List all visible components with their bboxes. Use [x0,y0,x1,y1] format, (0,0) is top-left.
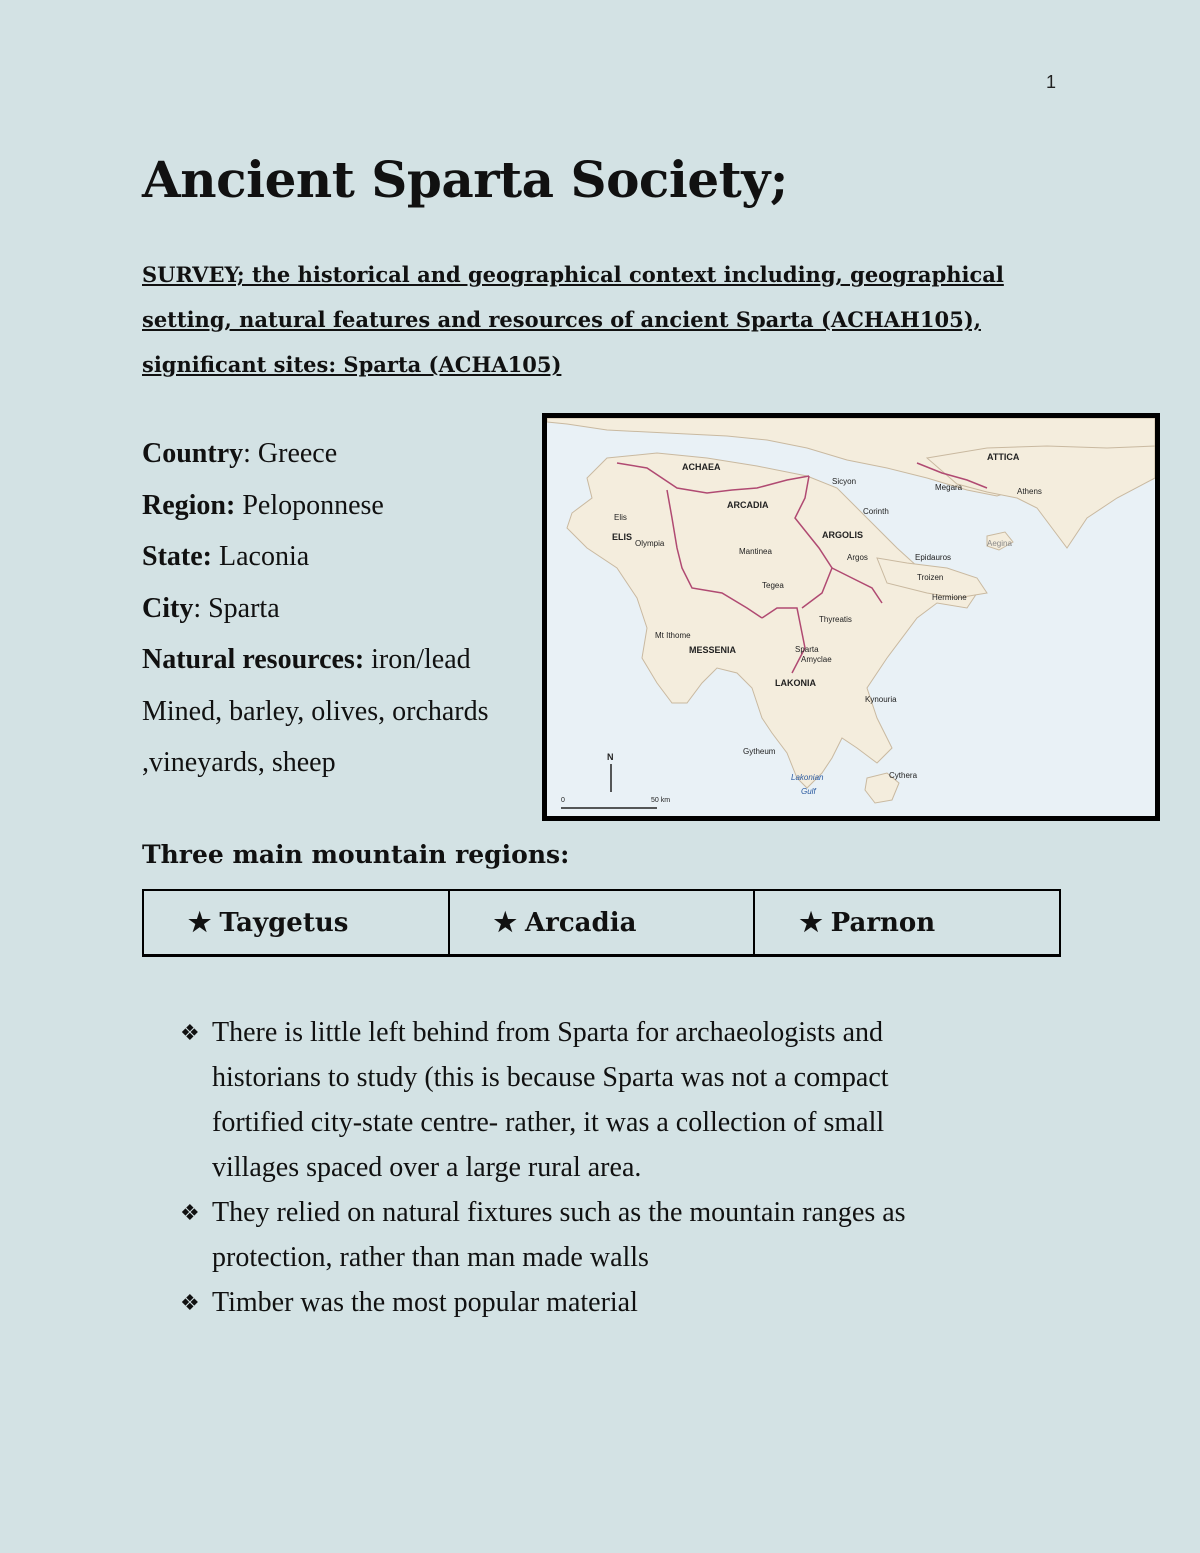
fact-state [142,531,542,583]
diamond-bullet-icon: ❖ [180,1290,200,1315]
place-label-sicyon: Sicyon [832,477,857,486]
star-icon: ★ [799,907,823,938]
map-graphic [547,418,1155,816]
list-item-line: protection, rather than man made walls [212,1242,649,1273]
region-label-attica: ATTICA [987,452,1020,462]
region-label-elis: ELIS [612,532,633,542]
place-label-elis-town: Elis [614,513,627,522]
place-label-sparta: Sparta [795,645,819,654]
star-icon: ★ [188,907,212,938]
fact-region [142,480,542,532]
fact-label: Region: [142,489,236,521]
mountain-name: Parnon [830,907,936,938]
place-label-argos: Argos [847,553,868,562]
notes-list [180,1010,1040,1325]
place-label-olympia: Olympia [635,539,665,548]
place-label-corinth: Corinth [863,507,889,516]
list-item-line: Timber was the most popular material [212,1287,638,1318]
mountain-table [142,889,1061,957]
survey-line: setting, natural features and resources of ancient Sparta (ACHAH105), [142,307,981,332]
fact-label: Country [142,438,244,469]
place-label-hermione: Hermione [932,593,967,602]
place-label-athens: Athens [1017,487,1042,496]
facts-list [142,428,542,789]
place-label-thyreatis: Thyreatis [819,615,852,624]
place-label-amyclae: Amyclae [801,655,832,664]
star-icon: ★ [493,907,517,938]
mountain-row [143,890,1060,956]
list-item-line: They relied on natural fixtures such as the mountain ranges as [212,1197,906,1228]
mountain-cell [143,890,449,956]
place-label-troizen: Troizen [917,573,944,582]
mountain-name: Arcadia [524,907,637,938]
north-label: N [607,752,614,762]
mountains-heading: Three main mountain regions: [142,840,570,869]
fact-continuation: Mined, barley, olives, orchards [142,695,489,727]
place-label-cythera: Cythera [889,771,918,780]
place-label-gulf: Gulf [801,787,816,796]
page-title: Ancient Sparta Society; [142,150,788,209]
list-item [180,1280,1040,1325]
fact-city [142,583,542,635]
survey-heading [142,252,1042,387]
fact-value: Laconia [218,541,310,572]
list-item-line: fortified city-state centre- rather, it was a collection of small [212,1107,885,1138]
diamond-bullet-icon: ❖ [180,1200,200,1225]
diamond-bullet-icon: ❖ [180,1020,200,1045]
peloponnese-map [542,413,1160,821]
region-label-arcadia: ARCADIA [727,500,769,510]
fact-separator [212,541,219,572]
fact-label: State: [142,541,212,572]
fact-label: Natural resources: [142,644,365,675]
page-number: 1 [1046,72,1057,92]
fact-value: Greece [257,438,338,469]
place-label-aegina: Aegina [987,539,1012,548]
fact-value: iron/lead [371,644,471,675]
place-label-lakonian: Lakonian [791,773,824,782]
place-label-kynouria: Kynouria [865,695,897,704]
list-item-line: historians to study (this is because Sparta was not a compact [212,1062,889,1093]
list-item [180,1010,1040,1190]
list-item-line: There is little left behind from Sparta for archaeologists and [212,1017,884,1048]
place-label-mt-ithome: Mt Ithome [655,631,691,640]
fact-country [142,428,542,480]
place-label-mantinea: Mantinea [739,547,772,556]
scale-zero-label: 0 [561,797,565,804]
survey-line: SURVEY; the historical and geographical context including, geographical [142,262,1004,287]
fact-separator: : [243,438,258,469]
place-label-gytheum: Gytheum [743,747,776,756]
fact-continuation: ,vineyards, sheep [142,747,336,778]
fact-separator: : [193,592,209,624]
list-item-line: villages spaced over a large rural area. [212,1152,642,1183]
survey-line: significant sites: Sparta (ACHA105) [142,352,562,377]
region-label-lakonia: LAKONIA [775,678,816,688]
region-label-messenia: MESSENIA [689,645,737,655]
mountain-cell [449,890,755,956]
place-label-tegea: Tegea [762,581,784,590]
list-item [180,1190,1040,1280]
region-label-argolis: ARGOLIS [822,530,864,540]
mountain-name: Taygetus [219,907,349,938]
place-label-epidauros: Epidauros [915,553,952,562]
mountain-cell [754,890,1060,956]
fact-value: Sparta [208,592,280,624]
fact-value: Peloponnese [242,489,384,521]
fact-label: City [142,592,194,624]
scale-end-label: 50 km [651,797,671,804]
place-label-megara: Megara [935,483,963,492]
region-label-achaea: ACHAEA [682,462,721,472]
fact-natural-resources [142,634,542,686]
